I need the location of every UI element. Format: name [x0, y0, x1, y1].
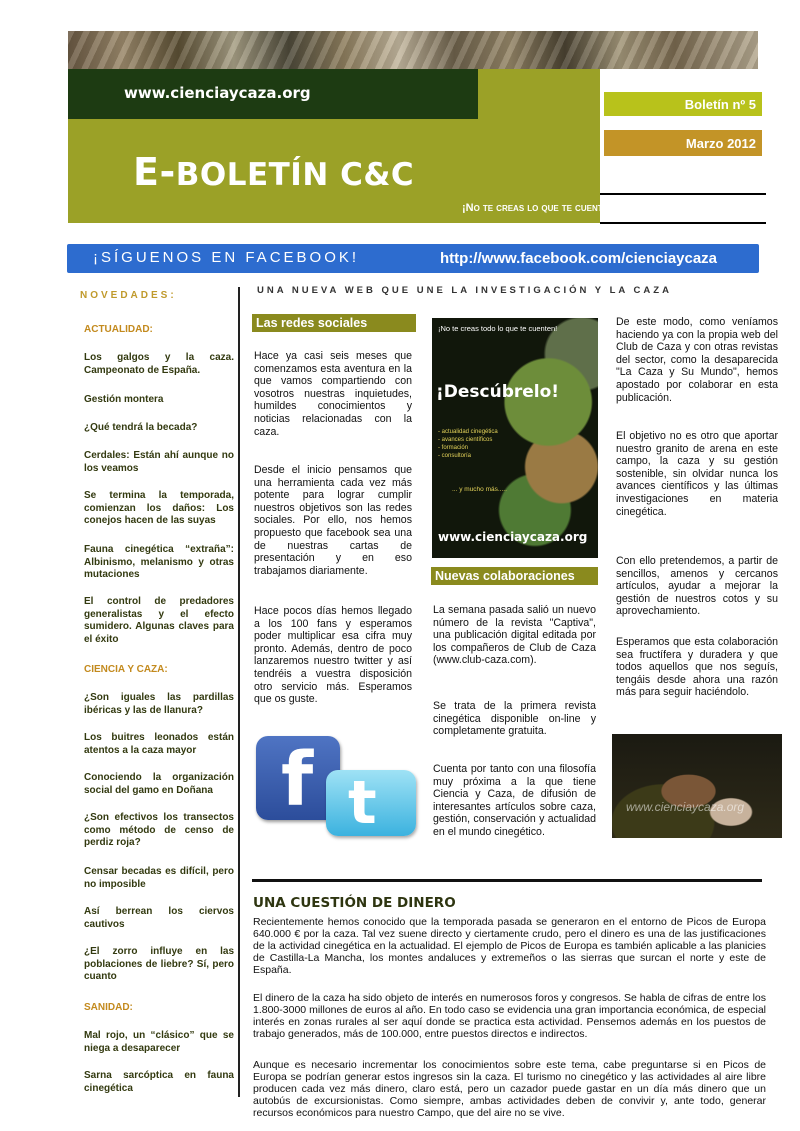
paragraph: Cuenta por tanto con una filosofía muy próxima a la que tiene Ciencia y Caza, de difusión de interesantes artículos sobre caza, gestión, conservación y actualidad en el mundo cinegético. [433, 763, 596, 838]
sidebar-link[interactable]: ¿Qué tendrá la becada? [84, 422, 198, 433]
poster-url: www.cienciaycaza.org [438, 530, 588, 544]
facebook-icon[interactable]: f [256, 736, 340, 820]
twitter-icon[interactable]: t [326, 770, 416, 836]
poster-more: ... y mucho más..... [452, 486, 507, 493]
paragraph: Hace ya casi seis meses que comenzamos esta aventura en la que vamos compartiendo con vosotros nuestras inquietudes, humildes conocimientos y noticias relacionadas con la caza. [254, 350, 412, 438]
sidebar-title: NOVEDADES: [80, 290, 177, 301]
poster-list [438, 428, 498, 460]
section-divider [252, 879, 762, 882]
sidebar-category-ciencia: CIENCIA Y CAZA: [84, 664, 168, 675]
sidebar-link[interactable]: Cerdales: Están ahí aunque no los veamos [84, 450, 234, 474]
sidebar-link[interactable]: Los buitres leonados están atentos a la caza mayor [84, 732, 234, 756]
paragraph: Hace pocos días hemos llegado a los 100 fans y esperamos poder multiplicar esa cifra muy pronto. Además, dentro de poco lanzaremos nuestro twitter y así tendréis a vuestra disposición otro servicio más. Esperamos que os guste. [254, 605, 412, 706]
sidebar-link[interactable]: Gestión montera [84, 394, 164, 405]
title-prefix: E- [133, 150, 176, 194]
poster-list-item: - avances científicos [438, 437, 493, 443]
slogan: ¡No te creas lo que te cuenten, descúbrelo! [462, 202, 680, 214]
issue-badge: Boletín nº 5 [604, 92, 762, 116]
sidebar-link[interactable]: Los galgos y la caza. Campeonato de España. [84, 352, 234, 376]
money-heading: UNA CUESTIÓN DE DINERO [253, 895, 456, 911]
paragraph: Esperamos que esta colaboración sea fructífera y duradera y que todos aquellos que nos seguís, tengáis desde ahora una razón más para seguir haciéndolo. [616, 636, 778, 699]
sidebar-link[interactable]: El control de predadores generalistas y el efecto sumidero. Algunas claves para el éxito [84, 596, 234, 645]
sidebar-category-actualidad: ACTUALIDAD: [84, 324, 153, 335]
sidebar-link[interactable]: Sarna sarcóptica en fauna cinegética [84, 1070, 234, 1094]
paragraph: Con ello pretendemos, a partir de sencillos, amenos y cercanos artículos, ayudar a mejorar la gestión de nuestros cotos y su aprovechamiento. [616, 555, 778, 618]
poster-list-item: - actualidad cinegética [438, 429, 498, 435]
section-tag-social: Las redes sociales [252, 314, 416, 332]
header-photo-strip [68, 31, 758, 69]
poster-list-item: - formación [438, 445, 469, 451]
sidebar-link[interactable]: Fauna cinegética “extraña”: Albinismo, melanismo y otras mutaciones [84, 544, 234, 580]
date-badge: Marzo 2012 [604, 130, 762, 156]
facebook-follow-text: ¡SÍGUENOS EN FACEBOOK! [93, 249, 360, 266]
paragraph: La semana pasada salió un nuevo número de la revista "Captiva", una publicación digital editada por los compañeros de Club de Caza (www.club-caza.com). [433, 604, 596, 667]
sidebar-divider [238, 287, 240, 1097]
section-tag-collab: Nuevas colaboraciones [431, 567, 598, 585]
sidebar-link[interactable]: Mal rojo, un “clásico” que se niega a desaparecer [84, 1030, 234, 1054]
bulletin-title [133, 150, 414, 194]
article-heading: UNA NUEVA WEB QUE UNE LA INVESTIGACIÓN Y LA CAZA [257, 285, 672, 296]
paragraph: De este modo, como veníamos haciendo ya con la propia web del Club de Caza y con otras revistas del sector, como la desaparecida "La Caza y Su Mundo", hemos apostado por colaborar en esta publicación. [616, 316, 778, 404]
site-url[interactable]: www.cienciaycaza.org [124, 84, 311, 102]
sidebar-link[interactable]: Censar becadas es difícil, pero no imposible [84, 866, 234, 890]
photo-watermark: www.cienciaycaza.org [626, 800, 745, 814]
sidebar-link[interactable]: ¿Son efectivos los transectos como método de censo de perdiz roja? [84, 812, 234, 848]
slogan-rule-bottom [600, 222, 766, 224]
paragraph: El objetivo no es otro que aportar nuestro granito de arena en este campo, la caza y su gestión sostenible, sin olvidar nunca los avances científicos y las últimas investigaciones en materia cinegética. [616, 430, 778, 518]
sidebar-category-sanidad: SANIDAD: [84, 1002, 133, 1013]
title-main: BOLETÍN C&C [175, 157, 415, 193]
poster-list-item: - consultoría [438, 453, 472, 459]
poster-tagline: ¡No te creas todo lo que te cuenten! [438, 324, 558, 333]
paragraph: Desde el inicio pensamos que una herramienta cada vez más potente para lograr cumplir nuestros objetivos son las redes sociales. Por ello, nos hemos propuesto que facebook sea una de nuestras cartas de presentación y en eso trabajamos diariamente. [254, 464, 412, 577]
paragraph: El dinero de la caza ha sido objeto de interés en numerosos foros y congresos. Se habla de cifras de entre los 1.800-3000 millones de euros al año. En todo caso se evidencia una gran importancia económica, de especial interés en zonas rurales al ser aquí donde se practica esta actividad. Pensemos además en los puestos de trabajo generados, más de 100.000, entre puestos directos e indirectos. [253, 992, 766, 1041]
sidebar-link[interactable]: Se termina la temporada, comienzan los daños: Los conejos hacen de las suyas [84, 490, 234, 526]
poster-headline: ¡Descúbrelo! [436, 382, 560, 402]
paragraph: Recientemente hemos conocido que la temporada pasada se generaron en el entorno de Picos de Europa 640.000 € por la caza. Tal vez suene directo y ciertamente crudo, pero el dinero es una de las justificaciones de la actividad cinegética en la actualidad. El ejemplo de Picos de Europa es también aplicable a las planicies de Castilla-La Mancha, los montes andaluces y extremeños o las sierras que surcan el norte y este de España. [253, 916, 766, 977]
facebook-url-link[interactable]: http://www.facebook.com/cienciaycaza [440, 250, 718, 267]
deer-photo [612, 734, 782, 838]
sidebar-link[interactable]: Conociendo la organización social del gamo en Doñana [84, 772, 234, 796]
slogan-rule-top [600, 193, 766, 195]
promo-poster [432, 318, 598, 558]
sidebar-link[interactable]: ¿El zorro influye en las poblaciones de liebre? Sí, pero cuanto [84, 946, 234, 982]
sidebar-link[interactable]: Así berrean los ciervos cautivos [84, 906, 234, 930]
paragraph: Aunque es necesario incrementar los conocimientos sobre este tema, cabe preguntarse si en Picos de Europa se podrían generar estos ingresos sin la caza. El turismo no cinegético y las actividades al aire libre producen cada vez más dinero, claro está, pero un cazador puede gastar en un día más dinero que un autobús de excursionistas. Como siempre, ambas actividades deben de convivir y, ante todo, generar recursos económicos para nuestro Campo, que del aire no se vive. [253, 1059, 766, 1120]
paragraph: Se trata de la primera revista cinegética disponible on-line y completamente gratuita. [433, 700, 596, 738]
sidebar-link[interactable]: ¿Son iguales las pardillas ibéricas y las de llanura? [84, 692, 234, 716]
